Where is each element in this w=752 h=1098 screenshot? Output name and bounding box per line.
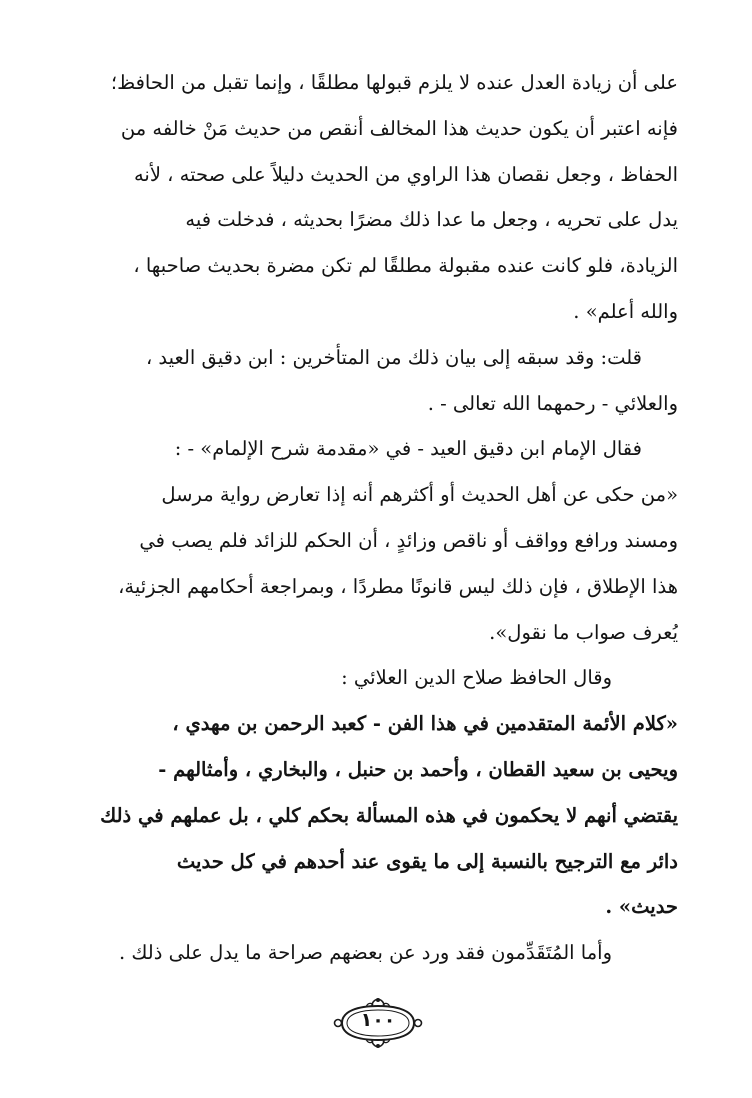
text-line: فإنه اعتبر أن يكون حديث هذا المخالف أنقص من حديث مَنْ خالفه من [120,116,678,140]
text-line: ومسند ورافع وواقف أو ناقص وزائدٍ ، أن الحكم للزائد فلم يصب في [139,528,678,552]
text-line-bold: دائر مع الترجيح بالنسبة إلى ما يقوى عند أحدهم في كل حديث [176,849,678,873]
page-number-frame [328,996,428,1050]
text-line: قلت: وقد سبقه إلى بيان ذلك من المتأخرين : ابن دقيق العيد ، [145,345,642,369]
text-line: فقال الإمام ابن دقيق العيد - في «مقدمة شرح الإلمام» - : [174,437,642,461]
text-line-bold: حديث» . [605,895,678,919]
text-line-bold: يقتضي أنهم لا يحكمون في هذه المسألة بحكم كلي ، بل عملهم في ذلك [100,803,678,827]
text-line: على أن زيادة العدل عنده لا يلزم قبولها مطلقًا ، وإنما تقبل من الحافظ؛ [110,71,678,94]
text-line: وأما المُتَقَدِّمون فقد ورد عن بعضهم صراحة ما يدل على ذلك . [118,941,612,965]
text-line: يُعرف صواب ما نقول». [489,620,678,644]
page-body [78,60,678,976]
text-line-bold: ويحيى بن سعيد القطان ، وأحمد بن حنبل ، والبخاري ، وأمثالهم - [158,757,678,781]
text-line: الحفاظ ، وجعل نقصان هذا الراوي من الحديث دليلاً على صحته ، لأنه [133,162,678,186]
text-line: «من حكى عن أهل الحديث أو أكثرهم أنه إذا تعارض رواية مرسل [161,483,678,507]
text-line: والعلائي - رحمهما الله تعالى - . [427,391,678,415]
text-line: والله أعلم» . [573,299,678,323]
page-number: ١٠٠ [360,1009,396,1031]
text-line: الزيادة، فلو كانت عنده مقبولة مطلقًا لم تكن مضرة بحديث صاحبها ، [133,254,678,278]
text-line-bold: «كلام الأئمة المتقدمين في هذا الفن - كعبد الرحمن بن مهدي ، [172,712,678,736]
text-line: وقال الحافظ صلاح الدين العلائي : [341,666,612,690]
text-line: هذا الإطلاق ، فإن ذلك ليس قانونًا مطردًا ، وبمراجعة أحكامهم الجزئية، [118,574,678,598]
text-line: يدل على تحريه ، وجعل ما عدا ذلك مضرًا بحديثه ، فدخلت فيه [185,208,678,232]
